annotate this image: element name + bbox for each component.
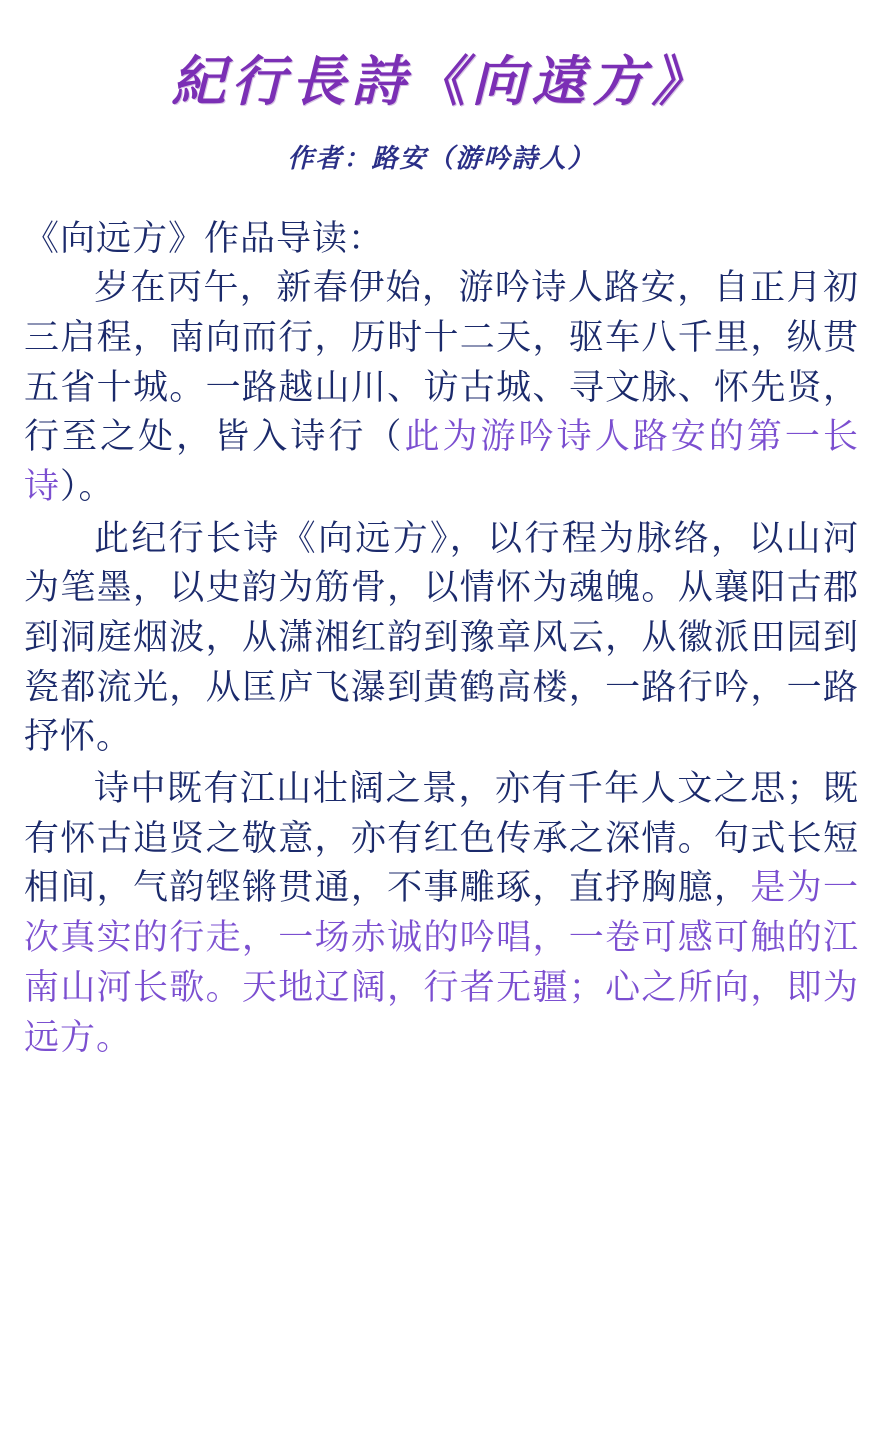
paragraph-1 xyxy=(24,264,859,512)
paragraph-2 xyxy=(24,515,859,763)
lead-label: 《向远方》作品导读： xyxy=(24,218,385,259)
page-title: 紀行長詩《向遠方》 xyxy=(171,49,712,113)
author-line: 作者：路安（游吟詩人） xyxy=(287,143,596,174)
paragraph-1-segment-2: 此为游吟诗人路安的第一长诗 xyxy=(24,417,859,507)
paragraph-2-segment-1: 此纪行长诗《向远方》，以行程为脉络，以山河为笔墨，以史韵为筋骨，以情怀为魂魄。从襄阳古郡到洞庭烟波，从潇湘红韵到豫章风云，从徽派田园到瓷都流光，从匡庐飞瀑到黄鹤高楼，一路行吟，一路抒怀。 xyxy=(24,518,859,758)
paragraph-3-segment-1: 诗中既有江山壮阔之景，亦有千年人文之思；既有怀古追贤之敬意，亦有红色传承之深情。句式长短相间，气韵铿锵贯通，不事雕琢，直抒胸臆， xyxy=(24,769,859,909)
paragraph-1-segment-1: 岁在丙午，新春伊始，游吟诗人路安，自正月初三启程，南向而行，历时十二天，驱车八千里，纵贯五省十城。一路越山川、访古城、寻文脉、怀先贤，行至之处，皆入诗行（ xyxy=(24,268,859,458)
paragraph-3 xyxy=(24,765,859,1063)
paragraph-1-segment-3: ）。 xyxy=(60,466,115,507)
paragraph-3-segment-2: 是为一次真实的行走，一场赤诚的吟唱，一卷可感可触的江南山河长歌。天地辽阔，行者无疆；心之所向，即为远方。 xyxy=(24,868,859,1058)
